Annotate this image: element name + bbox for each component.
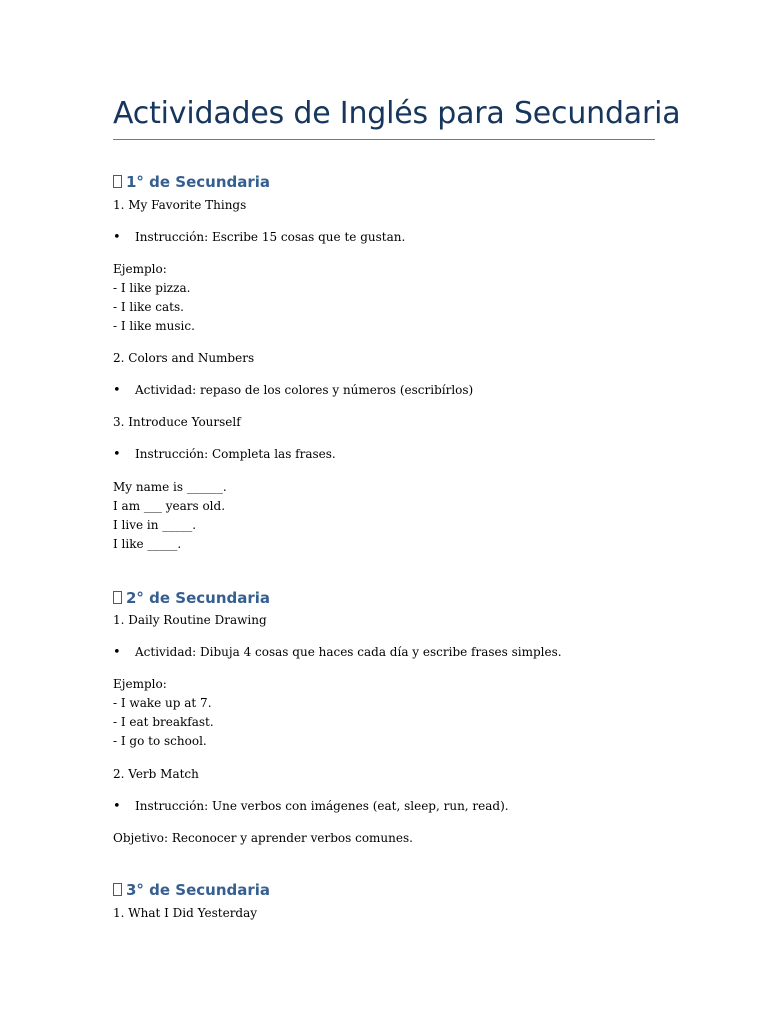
bullet-dot: • (113, 799, 121, 814)
activity-title: 1. What I Did Yesterday (113, 906, 258, 920)
bullet-dot: • (113, 230, 121, 245)
example-line: - I wake up at 7. (113, 696, 212, 710)
section-heading-1-text: 1° de Secundaria (126, 173, 271, 191)
box-icon (113, 591, 122, 604)
example-label: Ejemplo: (113, 677, 167, 691)
box-icon (113, 883, 122, 896)
bullet-dot: • (113, 447, 121, 462)
bullet-text: Actividad: Dibuja 4 cosas que haces cada día y escribe frases simples. (135, 645, 562, 659)
example-label: Ejemplo: (113, 262, 167, 276)
section-heading-3-text: 3° de Secundaria (126, 881, 271, 899)
fill-in-line: I live in _____. (113, 518, 197, 532)
example-line: - I eat breakfast. (113, 715, 214, 729)
bullet-text: Instrucción: Escribe 15 cosas que te gustan. (135, 230, 406, 244)
objective-line: Objetivo: Reconocer y aprender verbos comunes. (113, 831, 413, 845)
bullet-text: Actividad: repaso de los colores y números (escribírlos) (135, 383, 474, 397)
bullet-text: Instrucción: Completa las frases. (135, 447, 336, 461)
bullet-text: Instrucción: Une verbos con imágenes (eat, sleep, run, read). (135, 799, 509, 813)
activity-title: 2. Colors and Numbers (113, 351, 255, 365)
section-heading-3 (113, 880, 270, 900)
bullet-dot: • (113, 383, 121, 398)
example-line: - I go to school. (113, 734, 207, 748)
box-icon (113, 175, 122, 188)
activity-title: 1. My Favorite Things (113, 198, 247, 212)
bullet-dot: • (113, 645, 121, 660)
fill-in-line: My name is ______. (113, 480, 227, 494)
title-underline (113, 139, 655, 140)
activity-title: 3. Introduce Yourself (113, 415, 241, 429)
fill-in-line: I am ___ years old. (113, 499, 226, 513)
section-heading-2 (113, 588, 270, 608)
activity-title: 1. Daily Routine Drawing (113, 613, 267, 627)
document-title: Actividades de Inglés para Secundaria (113, 96, 681, 131)
section-heading-1 (113, 172, 270, 192)
section-heading-2-text: 2° de Secundaria (126, 589, 271, 607)
example-line: - I like cats. (113, 300, 184, 314)
example-line: - I like pizza. (113, 281, 191, 295)
activity-title: 2. Verb Match (113, 767, 199, 781)
example-line: - I like music. (113, 319, 195, 333)
fill-in-line: I like _____. (113, 537, 182, 551)
